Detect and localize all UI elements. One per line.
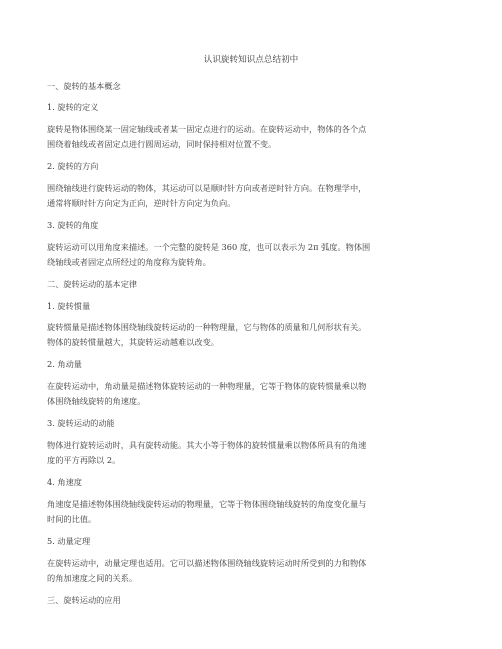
subheading-angular-velocity: 4. 角速度 [47,477,82,487]
paragraph-line: 围绕轴线进行旋转运动的物体，其运动可以是顺时针方向或者逆时针方向。在物理学中， [47,183,367,193]
subheading-direction: 2. 旋转的方向 [47,161,99,171]
paragraph-line: 物体的旋转惯量越大，其旋转运动越难以改变。 [47,337,219,347]
section-heading-3: 三、旋转运动的应用 [47,595,121,605]
paragraph-line: 围绕着轴线或者固定点进行圆周运动，同时保持相对位置不变。 [47,139,277,149]
paragraph-line: 的角加速度之间的关系。 [47,573,138,583]
section-heading-2: 二、旋转运动的基本定律 [47,279,138,289]
subheading-inertia: 1. 旋转惯量 [47,301,91,311]
paragraph-line: 旋转运动可以用角度来描述。一个完整的旋转是 360 度，也可以表示为 2π 弧度。物体围 [47,242,371,252]
document-title: 认识旋转知识点总结初中 [203,55,299,65]
paragraph-line: 通常将顺时针方向定为正向，逆时针方向定为负向。 [47,198,236,208]
subheading-kinetic-energy: 3. 旋转运动的动能 [47,418,115,428]
section-heading-1: 一、旋转的基本概念 [47,81,121,91]
paragraph-line: 度的平方再除以 2。 [47,455,121,465]
paragraph-line: 角速度是描述物体围绕轴线旋转运动的物理量，它等于物体围绕轴线旋转的角度变化量与 [47,499,367,509]
subheading-definition: 1. 旋转的定义 [47,102,99,112]
subheading-momentum-theorem: 5. 动量定理 [47,536,91,546]
paragraph-line: 物体进行旋转运动时，具有旋转动能。其大小等于物体的旋转惯量乘以物体所具有的角速 [47,440,367,450]
paragraph-line: 绕轴线或者固定点所经过的角度称为旋转角。 [47,257,211,267]
paragraph-line: 旋转惯量是描述物体围绕轴线旋转运动的一种物理量，它与物体的质量和几何形状有关。 [47,322,367,332]
paragraph-line: 时间的比值。 [47,514,97,524]
subheading-angular-momentum: 2. 角动量 [47,359,82,369]
paragraph-line: 旋转是物体围绕某一固定轴线或者某一固定点进行的运动。在旋转运动中，物体的各个点 [47,124,367,134]
subheading-angle: 3. 旋转的角度 [47,220,99,230]
paragraph-line: 体围绕轴线旋转的角速度。 [47,396,146,406]
paragraph-line: 在旋转运动中，角动量是描述物体旋转运动的一种物理量，它等于物体的旋转惯量乘以物 [47,381,367,391]
paragraph-line: 在旋转运动中，动量定理也适用。它可以描述物体围绕轴线旋转运动时所受到的力和物体 [47,558,367,568]
